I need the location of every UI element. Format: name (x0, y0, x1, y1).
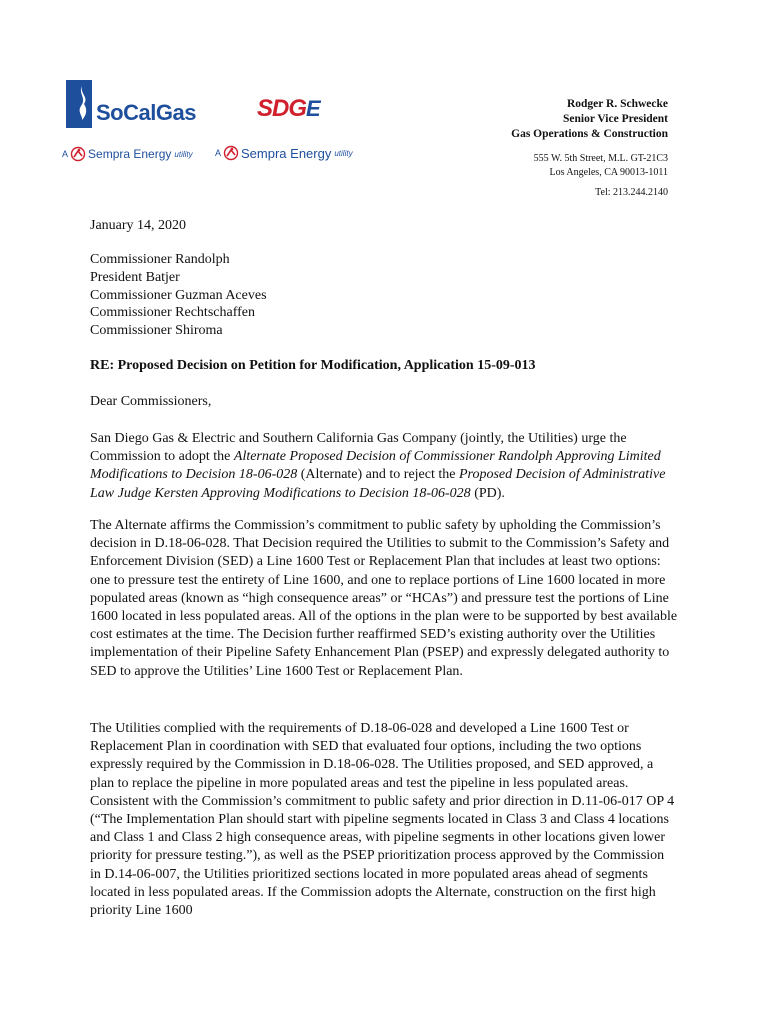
sempra-suffix: utility (174, 149, 193, 159)
paragraph-text: (Alternate) and to reject the (297, 467, 459, 483)
recipient: Commissioner Shiroma (90, 323, 223, 339)
socalgas-logo (62, 80, 202, 170)
sempra-figure-icon (223, 145, 239, 161)
body-paragraph-3: The Utilities complied with the requirements of D.18-06-028 and developed a Line 1600 Test or Replacement Plan in coordination with SED that evaluated four options, including the two options expressly required by the Commission in D.18-06-028. The Utilities proposed, and SED approved, a plan to replace the pipeline in more populated areas and test the pipeline in less populated areas. Consistent with the Commission’s commitment to public safety and prior direction in D.11-06-017 OP 4 (“The Implementation Plan should start with pipeline segments located in Class 3 and Class 4 locations and Class 1 and Class 2 high consequence areas, with pipeline segments in other locations given lower priority for pressure testing.”), as well as the PSEP prioritization process approved by the Commission in D.14-06-007, the Utilities prioritized sections located in more populated areas ahead of segments located in less populated areas. If the Commission adopts the Alternate, construction on the first high priority Line 1600 (90, 721, 675, 919)
recipient: Commissioner Randolph (90, 252, 230, 267)
sender-department: Gas Operations & Construction (511, 128, 668, 140)
recipient: Commissioner Rechtschaffen (90, 305, 255, 321)
body-paragraph-1 (90, 430, 678, 503)
sender-phone: Tel: 213.244.2140 (595, 187, 668, 198)
sdge-wordmark-e: E (306, 96, 320, 121)
recipient: Commissioner Guzman Aceves (90, 287, 267, 303)
paragraph-text: San Diego Gas & Electric and Southern California Gas Company (jointly, the Utilities) urge the Commission to adopt the (90, 431, 627, 465)
sempra-name: Sempra Energy (88, 147, 172, 161)
paragraph-italic-title: Alternate Proposed Decision of Commissioner Randolph Approving Limited Modifications to Decision 18-06-028 (90, 449, 661, 483)
sempra-suffix: utility (334, 148, 353, 158)
sempra-prefix: A (215, 148, 222, 158)
sdge-wordmark (257, 95, 320, 123)
sender-name: Rodger R. Schwecke (566, 98, 668, 110)
paragraph-text: (PD). (470, 485, 505, 501)
sempra-tagline (62, 146, 193, 162)
sempra-figure-icon (70, 146, 86, 162)
recipient-list (90, 251, 678, 340)
salutation: Dear Commissioners, (90, 394, 212, 409)
recipient: President Batjer (90, 269, 180, 285)
socalgas-flame-icon (66, 80, 92, 128)
socalgas-wordmark: SoCalGas (96, 100, 196, 125)
sender-address (534, 152, 668, 180)
sempra-prefix: A (62, 149, 69, 159)
sempra-tagline (215, 145, 353, 161)
letter-date: January 14, 2020 (90, 218, 187, 233)
sdge-logo (215, 95, 385, 175)
body-paragraph-2: The Alternate affirms the Commission’s commitment to public safety by upholding the Commission’s decision in D.18-06-028. That Decision required the Utilities to submit to the Commission’s Safety and Enforcement Division (SED) a Line 1600 Test or Replacement Plan that includes at least two options: one to pressure test the entirety of Line 1600, and one to replace portions of Line 1600 located in more populated areas (known as “high consequence areas” or “HCAs”) and pressure test the portions of Line 1600 located in less populated areas. All of the options in the plan were to be supported by best available cost estimates at the time. The Decision further reaffirmed SED’s existing authority over the Utilities implementation of their Pipeline Safety Enhancement Plan (PSEP) and expressly delegated authority to SED to approve the Utilities’ Line 1600 Test or Replacement Plan. (90, 518, 678, 679)
sempra-name: Sempra Energy (241, 145, 332, 161)
sender-title: Senior Vice President (563, 113, 668, 125)
sdge-wordmark-main: SDG (257, 95, 307, 122)
address-line-1: 555 W. 5th Street, M.L. GT-21C3 (533, 153, 668, 164)
paragraph-italic-title: Proposed Decision of Administrative Law Judge Kersten Approving Modifications to Decision 18-06-028 (90, 467, 666, 501)
address-line-2: Los Angeles, CA 90013-1011 (549, 167, 668, 178)
subject-line: RE: Proposed Decision on Petition for Modification, Application 15-09-013 (90, 358, 536, 373)
sender-block (511, 97, 668, 142)
